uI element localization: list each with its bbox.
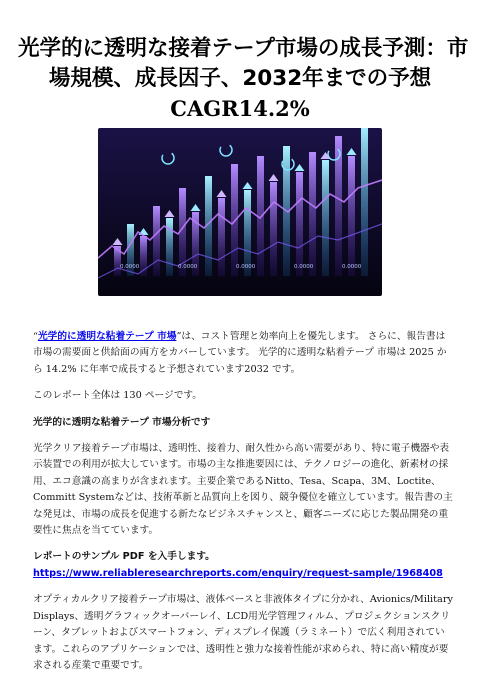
quote-mark: “ [33,331,38,342]
intro-paragraph [33,329,453,378]
hero-bar [322,160,329,276]
types-paragraph: オプティカルクリア接着テープ市場は、液体ベースと非液体タイプに分かれ、Avionics/Military Displays、透明グラフィックオーバーレイ、LCD用光学管理フィルム、プロジェクションスクリーン、タブレットおよびスマートフォン、ディスプレイ保護（ラミネート）で広く利用されています。これらのアプリケーションでは、透明性と強力な接着性能が求められ、特に高い精度が要求される産業で重要です。 [33,594,453,671]
hero-tick-label: 0.0000 [178,264,198,270]
hero-tick-label: 0.0000 [236,264,256,270]
hero-tick-label: 0.0000 [120,264,140,270]
intro-text: ”は、コスト管理と効率向上を優先します。 さらに、報告書は市場の需要面と供給面の両方をカバーしています。 光学的に透明な粘着テープ 市場は 2025 から 14.2% に年率で成長すると予想されています2032 です。 [33,331,447,375]
sample-link[interactable]: https://www.reliableresearchreports.com/enquiry/request-sample/1968408 [33,567,443,579]
analysis-paragraph: 光学クリア接着テープ市場は、透明性、接着力、耐久性から高い需要があり、特に電子機器や表示装置での利用が拡大しています。市場の主な推進要因には、テクノロジーの進化、新素材の採用、エコ意識の高まりが含まれます。主要企業であるNitto、Tesa、Scapa、3M、Loctite、Committ Systemなどは、技術革新と品質向上を図り、競争優位を確立しています。報告書の主な発見は、市場の成長を促進する新たなビジネスチャンスと、顧客ニーズに応じた製品開発の重要性に焦点を当てています。 [33,443,453,537]
hero-bar [296,172,303,276]
title-line-2: 場規模、成長因子、2032年までの予想 [48,66,432,91]
hero-bar [361,128,368,276]
analysis-heading: 光学的に透明な粘着テープ 市場分析です [33,416,211,428]
sample-request [33,549,453,582]
title-line-1: 光学的に透明な接着テープ市場の成長予測：市 [18,36,469,61]
hero-bar [218,198,225,276]
page-title [18,34,469,124]
hero-bar [348,156,355,276]
hero-image [98,128,382,296]
hero-bar [309,152,316,276]
hero-tick-label: 0.0000 [342,264,362,270]
sample-label: レポートのサンプル PDF を入手します。 [33,551,215,563]
hero-bar [153,206,160,276]
hero-bar [166,218,173,276]
market-link[interactable]: 光学的に透明な粘着テープ 市場 [37,331,177,342]
page-count: このレポート全体は 130 ページです。 [33,390,202,402]
hero-bar [270,182,277,276]
title-line-3: CAGR14.2% [170,96,310,121]
hero-tick-label: 0.0000 [294,264,314,270]
hero-chart-graphic [98,128,382,296]
article-body [33,329,453,674]
